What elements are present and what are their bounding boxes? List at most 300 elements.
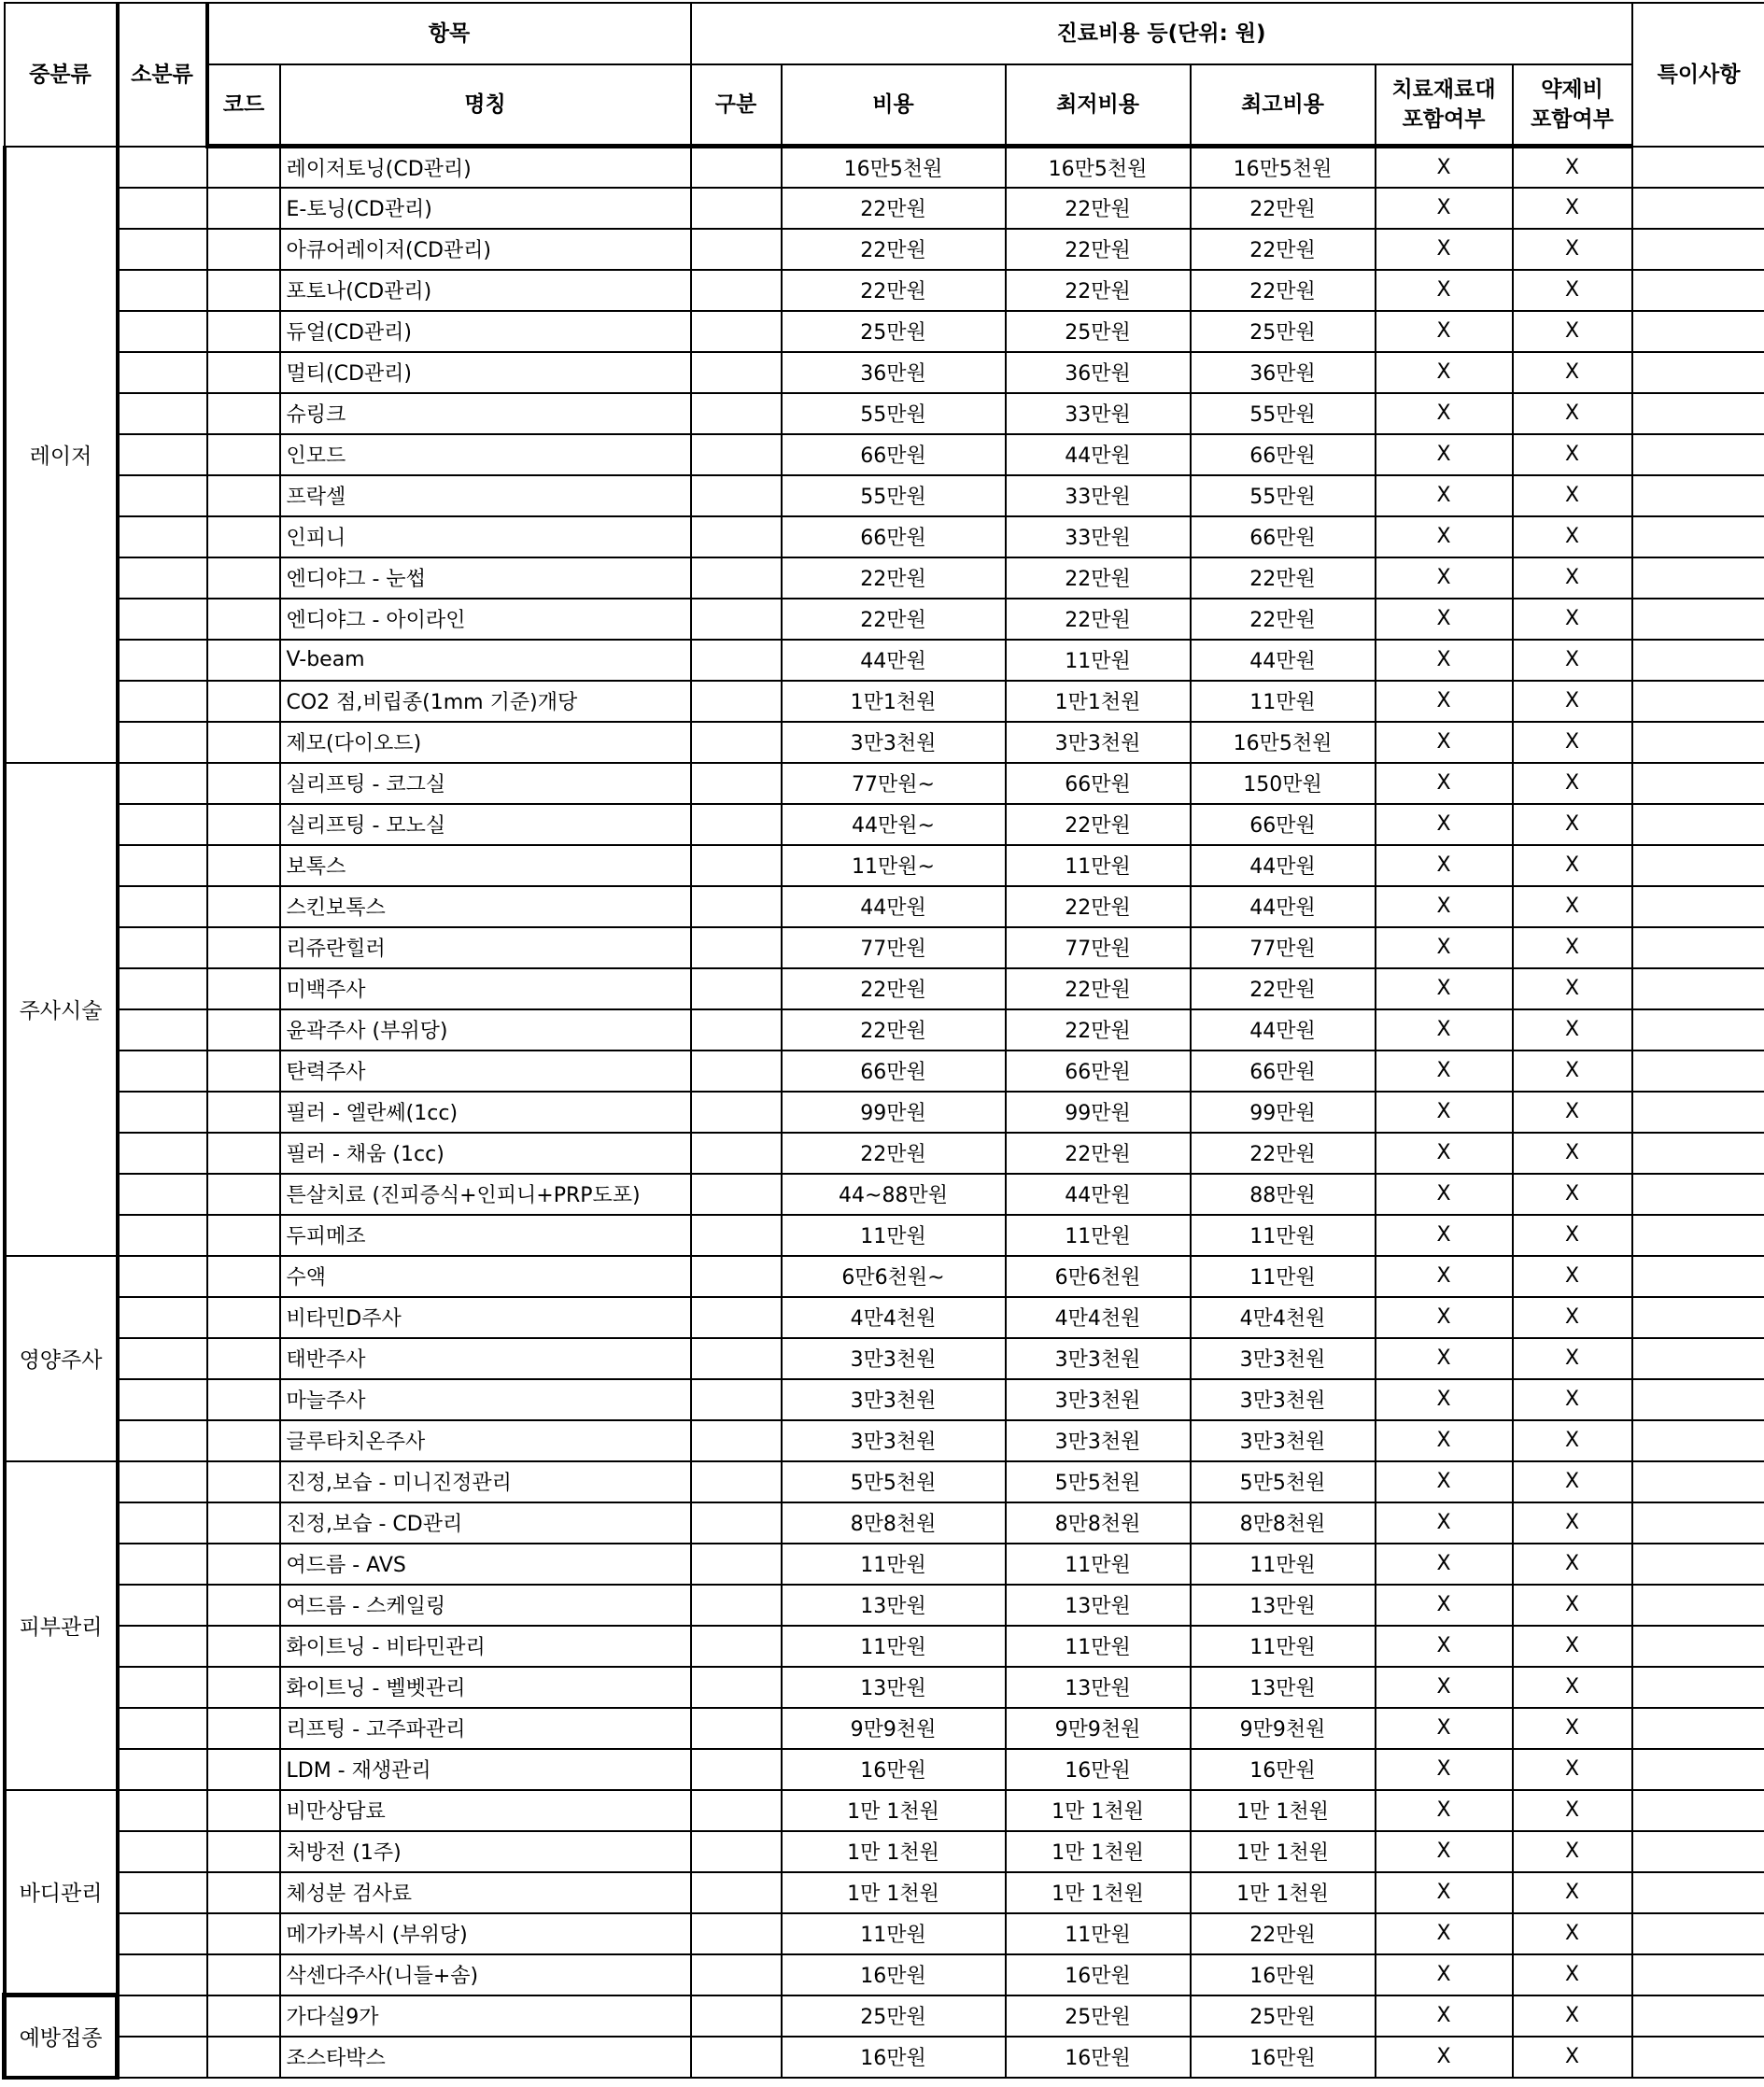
note-cell xyxy=(1632,270,1764,311)
drug-included-cell: X xyxy=(1513,1174,1632,1215)
sub-category-cell xyxy=(118,1461,207,1502)
sub-category-cell xyxy=(118,1502,207,1544)
cost-cell: 16만원 xyxy=(782,1954,1006,1995)
note-cell xyxy=(1632,763,1764,804)
code-cell xyxy=(207,1995,280,2037)
item-name-cell: 필러 - 채움 (1cc) xyxy=(280,1133,691,1174)
min-cost-cell: 13만원 xyxy=(1006,1585,1191,1626)
code-cell xyxy=(207,1708,280,1749)
table-row xyxy=(5,1954,1764,1995)
drug-included-cell: X xyxy=(1513,1502,1632,1544)
item-name-cell: 마늘주사 xyxy=(280,1379,691,1420)
sub-category-cell xyxy=(118,188,207,229)
table-row xyxy=(5,1872,1764,1913)
note-cell xyxy=(1632,1831,1764,1872)
note-cell xyxy=(1632,1995,1764,2037)
min-cost-cell: 77만원 xyxy=(1006,927,1191,968)
drug-included-cell: X xyxy=(1513,229,1632,270)
division-cell xyxy=(691,845,782,886)
table-row xyxy=(5,1297,1764,1338)
material-included-cell: X xyxy=(1376,434,1513,475)
max-cost-cell: 16만5천원 xyxy=(1191,722,1376,763)
division-cell xyxy=(691,1502,782,1544)
division-cell xyxy=(691,147,782,188)
max-cost-cell: 22만원 xyxy=(1191,599,1376,640)
max-cost-cell: 13만원 xyxy=(1191,1667,1376,1708)
material-included-cell: X xyxy=(1376,927,1513,968)
item-name-cell: 제모(다이오드) xyxy=(280,722,691,763)
note-cell xyxy=(1632,188,1764,229)
max-cost-cell: 16만원 xyxy=(1191,2037,1376,2078)
table-row xyxy=(5,1174,1764,1215)
sub-category-cell xyxy=(118,1215,207,1256)
item-name-cell: 여드름 - AVS xyxy=(280,1544,691,1585)
max-cost-cell: 1만 1천원 xyxy=(1191,1872,1376,1913)
code-cell xyxy=(207,352,280,393)
min-cost-cell: 99만원 xyxy=(1006,1092,1191,1133)
division-cell xyxy=(691,599,782,640)
material-included-cell: X xyxy=(1376,1954,1513,1995)
code-cell xyxy=(207,845,280,886)
note-cell xyxy=(1632,147,1764,188)
material-included-cell: X xyxy=(1376,229,1513,270)
cost-cell: 66만원 xyxy=(782,1051,1006,1092)
material-included-cell: X xyxy=(1376,188,1513,229)
table-row xyxy=(5,804,1764,845)
drug-included-cell: X xyxy=(1513,270,1632,311)
material-included-cell: X xyxy=(1376,352,1513,393)
material-included-cell: X xyxy=(1376,147,1513,188)
table-row xyxy=(5,640,1764,681)
drug-included-cell: X xyxy=(1513,1749,1632,1790)
division-cell xyxy=(691,1585,782,1626)
code-cell xyxy=(207,1913,280,1954)
sub-category-cell xyxy=(118,1379,207,1420)
division-cell xyxy=(691,1626,782,1667)
min-cost-cell: 1만1천원 xyxy=(1006,681,1191,722)
max-cost-cell: 22만원 xyxy=(1191,968,1376,1009)
min-cost-cell: 8만8천원 xyxy=(1006,1502,1191,1544)
item-name-cell: CO2 점,비립종(1mm 기준)개당 xyxy=(280,681,691,722)
cost-cell: 11만원 xyxy=(782,1544,1006,1585)
max-cost-cell: 66만원 xyxy=(1191,434,1376,475)
drug-included-cell: X xyxy=(1513,722,1632,763)
material-included-cell: X xyxy=(1376,1420,1513,1461)
table-row xyxy=(5,2037,1764,2078)
sub-category-cell xyxy=(118,352,207,393)
cost-cell: 16만원 xyxy=(782,2037,1006,2078)
max-cost-cell: 44만원 xyxy=(1191,640,1376,681)
division-cell xyxy=(691,1051,782,1092)
table-row xyxy=(5,1379,1764,1420)
item-name-cell: 태반주사 xyxy=(280,1338,691,1379)
cost-cell: 55만원 xyxy=(782,475,1006,516)
material-included-cell: X xyxy=(1376,681,1513,722)
sub-category-cell xyxy=(118,1749,207,1790)
drug-included-cell: X xyxy=(1513,557,1632,599)
header-material-included: 치료재료대 포함여부 xyxy=(1376,64,1513,147)
code-cell xyxy=(207,1667,280,1708)
min-cost-cell: 1만 1천원 xyxy=(1006,1831,1191,1872)
division-cell xyxy=(691,1667,782,1708)
code-cell xyxy=(207,1051,280,1092)
division-cell xyxy=(691,1379,782,1420)
drug-included-cell: X xyxy=(1513,2037,1632,2078)
max-cost-cell: 66만원 xyxy=(1191,804,1376,845)
code-cell xyxy=(207,311,280,352)
material-included-cell: X xyxy=(1376,1133,1513,1174)
cost-cell: 9만9천원 xyxy=(782,1708,1006,1749)
sub-category-cell xyxy=(118,1995,207,2037)
item-name-cell: 멀티(CD관리) xyxy=(280,352,691,393)
sub-category-cell xyxy=(118,927,207,968)
drug-included-cell: X xyxy=(1513,1461,1632,1502)
drug-included-cell: X xyxy=(1513,1297,1632,1338)
material-included-cell: X xyxy=(1376,2037,1513,2078)
drug-included-cell: X xyxy=(1513,475,1632,516)
sub-category-cell xyxy=(118,1174,207,1215)
code-cell xyxy=(207,188,280,229)
table-row xyxy=(5,270,1764,311)
min-cost-cell: 36만원 xyxy=(1006,352,1191,393)
cost-cell: 44~88만원 xyxy=(782,1174,1006,1215)
max-cost-cell: 13만원 xyxy=(1191,1585,1376,1626)
sub-category-cell xyxy=(118,311,207,352)
table-row xyxy=(5,1051,1764,1092)
division-cell xyxy=(691,1174,782,1215)
division-cell xyxy=(691,1872,782,1913)
material-included-cell: X xyxy=(1376,1297,1513,1338)
drug-included-cell: X xyxy=(1513,763,1632,804)
code-cell xyxy=(207,1297,280,1338)
max-cost-cell: 88만원 xyxy=(1191,1174,1376,1215)
item-name-cell: 포토나(CD관리) xyxy=(280,270,691,311)
cost-cell: 25만원 xyxy=(782,1995,1006,2037)
cost-cell: 5만5천원 xyxy=(782,1461,1006,1502)
division-cell xyxy=(691,722,782,763)
max-cost-cell: 22만원 xyxy=(1191,557,1376,599)
division-cell xyxy=(691,270,782,311)
cost-cell: 3만3천원 xyxy=(782,1338,1006,1379)
item-name-cell: 실리프팅 - 모노실 xyxy=(280,804,691,845)
note-cell xyxy=(1632,1790,1764,1831)
item-name-cell: LDM - 재생관리 xyxy=(280,1749,691,1790)
sub-category-cell xyxy=(118,763,207,804)
table-row xyxy=(5,516,1764,557)
division-cell xyxy=(691,352,782,393)
max-cost-cell: 9만9천원 xyxy=(1191,1708,1376,1749)
min-cost-cell: 11만원 xyxy=(1006,640,1191,681)
header-item: 항목 xyxy=(207,3,691,64)
table-row xyxy=(5,1215,1764,1256)
cost-cell: 25만원 xyxy=(782,311,1006,352)
item-name-cell: 인모드 xyxy=(280,434,691,475)
table-row xyxy=(5,1420,1764,1461)
sub-category-cell xyxy=(118,1544,207,1585)
drug-included-cell: X xyxy=(1513,1995,1632,2037)
sub-category-cell xyxy=(118,804,207,845)
item-name-cell: 비타민D주사 xyxy=(280,1297,691,1338)
division-cell xyxy=(691,1954,782,1995)
mid-category-cell: 주사시술 xyxy=(5,763,118,1256)
table-row xyxy=(5,968,1764,1009)
note-cell xyxy=(1632,1297,1764,1338)
note-cell xyxy=(1632,804,1764,845)
header-note: 특이사항 xyxy=(1632,3,1764,147)
cost-cell: 77만원 xyxy=(782,927,1006,968)
min-cost-cell: 3만3천원 xyxy=(1006,1379,1191,1420)
drug-included-cell: X xyxy=(1513,681,1632,722)
cost-cell: 11만원 xyxy=(782,1215,1006,1256)
cost-cell: 3만3천원 xyxy=(782,722,1006,763)
sub-category-cell xyxy=(118,886,207,927)
code-cell xyxy=(207,516,280,557)
code-cell xyxy=(207,1790,280,1831)
division-cell xyxy=(691,968,782,1009)
drug-included-cell: X xyxy=(1513,968,1632,1009)
table-row xyxy=(5,147,1764,188)
cost-cell: 6만6천원~ xyxy=(782,1256,1006,1297)
note-cell xyxy=(1632,599,1764,640)
note-cell xyxy=(1632,681,1764,722)
drug-included-cell: X xyxy=(1513,599,1632,640)
division-cell xyxy=(691,640,782,681)
material-included-cell: X xyxy=(1376,1585,1513,1626)
sub-category-cell xyxy=(118,640,207,681)
min-cost-cell: 22만원 xyxy=(1006,188,1191,229)
sub-category-cell xyxy=(118,1338,207,1379)
sub-category-cell xyxy=(118,270,207,311)
table-row xyxy=(5,1667,1764,1708)
material-included-cell: X xyxy=(1376,1215,1513,1256)
min-cost-cell: 22만원 xyxy=(1006,1133,1191,1174)
note-cell xyxy=(1632,1708,1764,1749)
division-cell xyxy=(691,188,782,229)
min-cost-cell: 22만원 xyxy=(1006,886,1191,927)
drug-included-cell: X xyxy=(1513,886,1632,927)
drug-included-cell: X xyxy=(1513,352,1632,393)
material-included-cell: X xyxy=(1376,886,1513,927)
min-cost-cell: 1만 1천원 xyxy=(1006,1790,1191,1831)
note-cell xyxy=(1632,2037,1764,2078)
code-cell xyxy=(207,804,280,845)
note-cell xyxy=(1632,886,1764,927)
material-included-cell: X xyxy=(1376,1502,1513,1544)
division-cell xyxy=(691,1338,782,1379)
max-cost-cell: 55만원 xyxy=(1191,393,1376,434)
note-cell xyxy=(1632,1092,1764,1133)
sub-category-cell xyxy=(118,434,207,475)
max-cost-cell: 11만원 xyxy=(1191,1256,1376,1297)
min-cost-cell: 11만원 xyxy=(1006,845,1191,886)
drug-included-cell: X xyxy=(1513,516,1632,557)
max-cost-cell: 16만원 xyxy=(1191,1954,1376,1995)
code-cell xyxy=(207,1502,280,1544)
sub-category-cell xyxy=(118,393,207,434)
note-cell xyxy=(1632,516,1764,557)
min-cost-cell: 9만9천원 xyxy=(1006,1708,1191,1749)
sub-category-cell xyxy=(118,1585,207,1626)
max-cost-cell: 66만원 xyxy=(1191,516,1376,557)
division-cell xyxy=(691,1544,782,1585)
cost-cell: 16만5천원 xyxy=(782,147,1006,188)
min-cost-cell: 44만원 xyxy=(1006,434,1191,475)
drug-included-cell: X xyxy=(1513,1544,1632,1585)
note-cell xyxy=(1632,1502,1764,1544)
cost-cell: 77만원~ xyxy=(782,763,1006,804)
max-cost-cell: 22만원 xyxy=(1191,188,1376,229)
division-cell xyxy=(691,927,782,968)
item-name-cell: 프락셀 xyxy=(280,475,691,516)
division-cell xyxy=(691,1297,782,1338)
material-included-cell: X xyxy=(1376,1256,1513,1297)
code-cell xyxy=(207,1092,280,1133)
sub-category-cell xyxy=(118,1092,207,1133)
item-name-cell: 삭센다주사(니들+솜) xyxy=(280,1954,691,1995)
header-code: 코드 xyxy=(207,64,280,147)
sub-category-cell xyxy=(118,1420,207,1461)
note-cell xyxy=(1632,640,1764,681)
division-cell xyxy=(691,1420,782,1461)
material-included-cell: X xyxy=(1376,763,1513,804)
max-cost-cell: 3만3천원 xyxy=(1191,1420,1376,1461)
division-cell xyxy=(691,1133,782,1174)
sub-category-cell xyxy=(118,2037,207,2078)
note-cell xyxy=(1632,1420,1764,1461)
sub-category-cell xyxy=(118,1708,207,1749)
item-name-cell: 화이트닝 - 벨벳관리 xyxy=(280,1667,691,1708)
material-included-cell: X xyxy=(1376,1051,1513,1092)
sub-category-cell xyxy=(118,147,207,188)
code-cell xyxy=(207,1133,280,1174)
material-included-cell: X xyxy=(1376,1092,1513,1133)
drug-included-cell: X xyxy=(1513,1420,1632,1461)
note-cell xyxy=(1632,1009,1764,1051)
max-cost-cell: 36만원 xyxy=(1191,352,1376,393)
code-cell xyxy=(207,1009,280,1051)
code-cell xyxy=(207,1872,280,1913)
item-name-cell: 화이트닝 - 비타민관리 xyxy=(280,1626,691,1667)
max-cost-cell: 25만원 xyxy=(1191,1995,1376,2037)
item-name-cell: 탄력주사 xyxy=(280,1051,691,1092)
sub-category-cell xyxy=(118,1913,207,1954)
min-cost-cell: 25만원 xyxy=(1006,1995,1191,2037)
table-row xyxy=(5,1544,1764,1585)
note-cell xyxy=(1632,475,1764,516)
cost-cell: 3만3천원 xyxy=(782,1379,1006,1420)
item-name-cell: 리프팅 - 고주파관리 xyxy=(280,1708,691,1749)
code-cell xyxy=(207,270,280,311)
sub-category-cell xyxy=(118,1256,207,1297)
table-row xyxy=(5,1585,1764,1626)
mid-category-cell: 예방접종 xyxy=(5,1995,118,2078)
division-cell xyxy=(691,1790,782,1831)
item-name-cell: 윤곽주사 (부위당) xyxy=(280,1009,691,1051)
max-cost-cell: 3만3천원 xyxy=(1191,1379,1376,1420)
header-cost: 비용 xyxy=(782,64,1006,147)
note-cell xyxy=(1632,229,1764,270)
material-included-cell: X xyxy=(1376,1626,1513,1667)
item-name-cell: 가다실9가 xyxy=(280,1995,691,2037)
cost-cell: 22만원 xyxy=(782,968,1006,1009)
sub-category-cell xyxy=(118,968,207,1009)
material-included-cell: X xyxy=(1376,968,1513,1009)
sub-category-cell xyxy=(118,1790,207,1831)
division-cell xyxy=(691,393,782,434)
min-cost-cell: 11만원 xyxy=(1006,1913,1191,1954)
note-cell xyxy=(1632,434,1764,475)
mid-category-cell: 영양주사 xyxy=(5,1256,118,1461)
code-cell xyxy=(207,2037,280,2078)
note-cell xyxy=(1632,1544,1764,1585)
table-row xyxy=(5,557,1764,599)
max-cost-cell: 11만원 xyxy=(1191,1544,1376,1585)
item-name-cell: 여드름 - 스케일링 xyxy=(280,1585,691,1626)
material-included-cell: X xyxy=(1376,640,1513,681)
table-row xyxy=(5,1749,1764,1790)
code-cell xyxy=(207,1256,280,1297)
table-row xyxy=(5,763,1764,804)
min-cost-cell: 66만원 xyxy=(1006,763,1191,804)
table-row xyxy=(5,393,1764,434)
code-cell xyxy=(207,968,280,1009)
drug-included-cell: X xyxy=(1513,1009,1632,1051)
sub-category-cell xyxy=(118,1667,207,1708)
cost-cell: 1만 1천원 xyxy=(782,1831,1006,1872)
max-cost-cell: 99만원 xyxy=(1191,1092,1376,1133)
mid-category-cell: 레이저 xyxy=(5,147,118,763)
material-included-cell: X xyxy=(1376,599,1513,640)
note-cell xyxy=(1632,722,1764,763)
header-max-cost: 최고비용 xyxy=(1191,64,1376,147)
division-cell xyxy=(691,1256,782,1297)
min-cost-cell: 11만원 xyxy=(1006,1215,1191,1256)
min-cost-cell: 22만원 xyxy=(1006,270,1191,311)
drug-included-cell: X xyxy=(1513,1092,1632,1133)
drug-included-cell: X xyxy=(1513,1051,1632,1092)
drug-included-cell: X xyxy=(1513,188,1632,229)
material-included-cell: X xyxy=(1376,1872,1513,1913)
code-cell xyxy=(207,599,280,640)
item-name-cell: E-토닝(CD관리) xyxy=(280,188,691,229)
cost-cell: 1만 1천원 xyxy=(782,1790,1006,1831)
item-name-cell: 튼살치료 (진피증식+인피니+PRP도포) xyxy=(280,1174,691,1215)
item-name-cell: 수액 xyxy=(280,1256,691,1297)
table-row xyxy=(5,681,1764,722)
min-cost-cell: 5만5천원 xyxy=(1006,1461,1191,1502)
note-cell xyxy=(1632,1954,1764,1995)
sub-category-cell xyxy=(118,516,207,557)
material-included-cell: X xyxy=(1376,557,1513,599)
code-cell xyxy=(207,1585,280,1626)
material-included-cell: X xyxy=(1376,845,1513,886)
item-name-cell: 엔디야그 - 아이라인 xyxy=(280,599,691,640)
item-name-cell: 실리프팅 - 코그실 xyxy=(280,763,691,804)
min-cost-cell: 1만 1천원 xyxy=(1006,1872,1191,1913)
division-cell xyxy=(691,1461,782,1502)
item-name-cell: 듀얼(CD관리) xyxy=(280,311,691,352)
max-cost-cell: 66만원 xyxy=(1191,1051,1376,1092)
note-cell xyxy=(1632,352,1764,393)
drug-included-cell: X xyxy=(1513,1913,1632,1954)
max-cost-cell: 16만5천원 xyxy=(1191,147,1376,188)
max-cost-cell: 22만원 xyxy=(1191,229,1376,270)
header-mid-category: 중분류 xyxy=(5,3,118,147)
sub-category-cell xyxy=(118,1872,207,1913)
max-cost-cell: 77만원 xyxy=(1191,927,1376,968)
sub-category-cell xyxy=(118,599,207,640)
material-included-cell: X xyxy=(1376,1009,1513,1051)
